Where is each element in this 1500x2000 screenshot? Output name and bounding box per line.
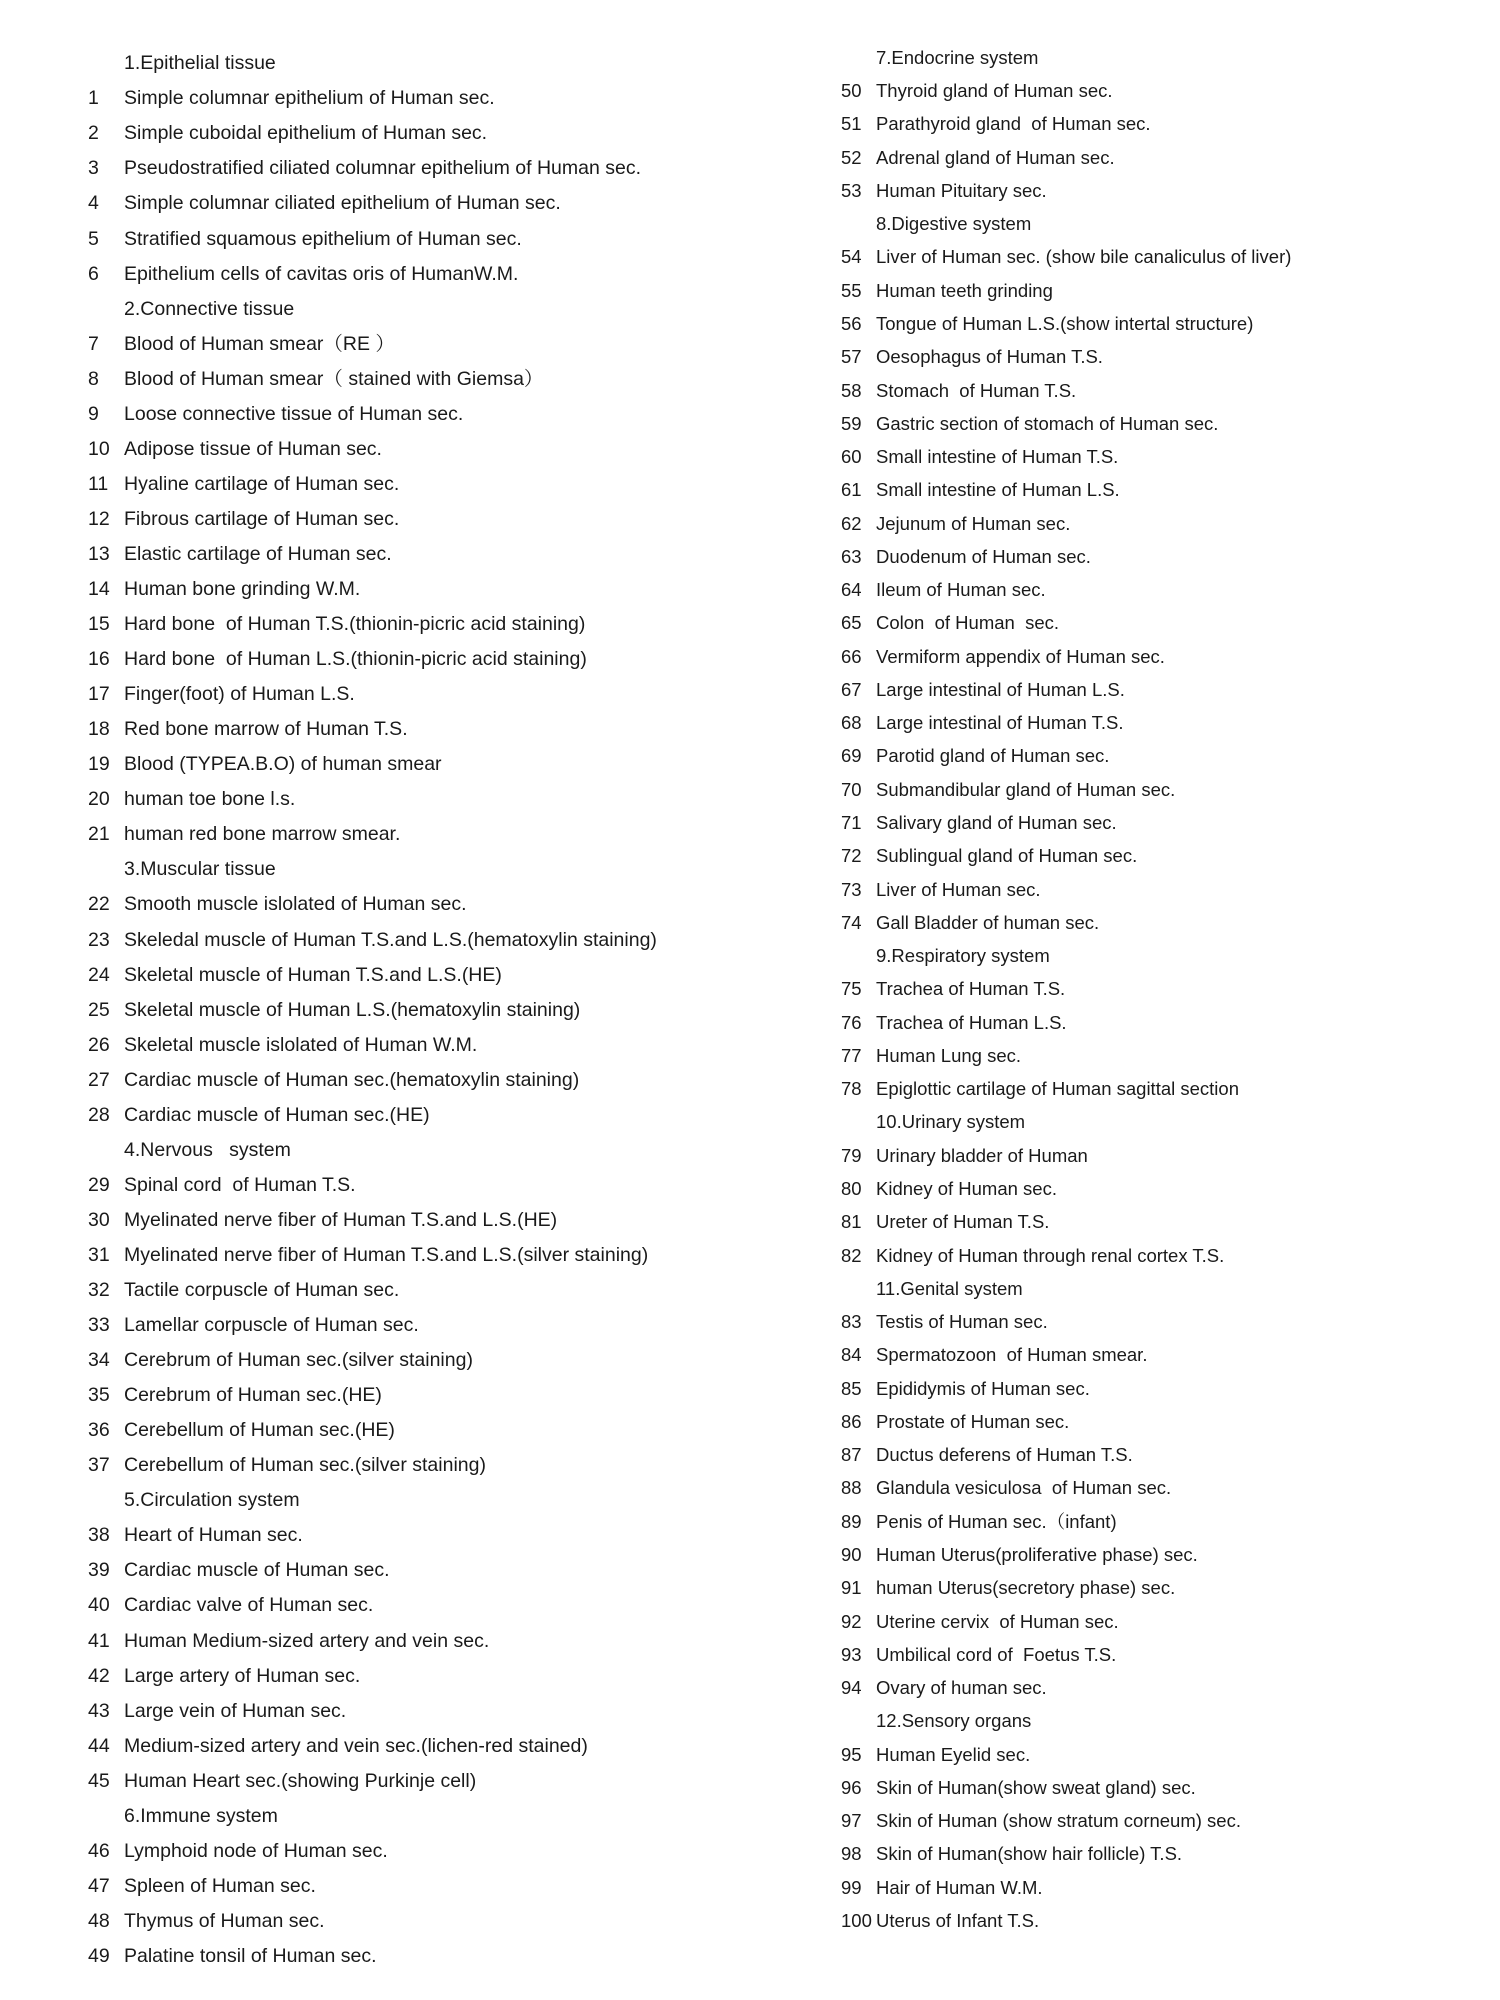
item-number: 38 [88,1524,110,1546]
section-heading: 4.Nervous system [124,1139,291,1161]
item-number: 17 [88,683,110,705]
list-item: Myelinated nerve fiber of Human T.S.and L.S.(HE) [124,1209,558,1231]
list-item: Submandibular gland of Human sec. [876,779,1176,800]
list-item: Duodenum of Human sec. [876,546,1091,567]
item-number: 91 [841,1577,862,1598]
list-item: Simple columnar ciliated epithelium of Human sec. [124,192,561,214]
item-number: 59 [841,413,862,434]
item-number: 18 [88,718,110,740]
item-number: 11 [88,473,109,495]
list-item: Liver of Human sec. (show bile canaliculus of liver) [876,246,1292,267]
item-number: 52 [841,147,862,168]
item-number: 12 [88,508,110,530]
item-number: 9 [88,403,99,425]
item-number: 55 [841,280,862,301]
list-item: Epididymis of Human sec. [876,1378,1090,1399]
list-item: Adipose tissue of Human sec. [124,438,382,460]
list-item: Human Medium-sized artery and vein sec. [124,1630,490,1652]
list-item: Elastic cartilage of Human sec. [124,543,392,565]
item-number: 72 [841,845,862,866]
item-number: 48 [88,1910,110,1932]
list-item: Liver of Human sec. [876,879,1041,900]
list-item: Fibrous cartilage of Human sec. [124,508,400,530]
item-number: 96 [841,1777,862,1798]
list-item: Gall Bladder of human sec. [876,912,1100,933]
list-item: Lamellar corpuscle of Human sec. [124,1314,419,1336]
list-item: Cerebellum of Human sec.(silver staining) [124,1454,486,1476]
list-item: Thymus of Human sec. [124,1910,325,1932]
list-item: human toe bone l.s. [124,788,296,810]
section-heading: 1.Epithelial tissue [124,52,276,74]
list-item: Skeletal muscle islolated of Human W.M. [124,1034,478,1056]
list-item: Cerebrum of Human sec.(silver staining) [124,1349,473,1371]
item-number: 43 [88,1700,110,1722]
list-item: Large vein of Human sec. [124,1700,347,1722]
item-number: 33 [88,1314,110,1336]
list-item: human red bone marrow smear. [124,823,401,845]
item-number: 73 [841,879,862,900]
list-item: Large intestinal of Human L.S. [876,679,1125,700]
item-number: 89 [841,1511,862,1532]
list-item: Spleen of Human sec. [124,1875,316,1897]
list-item: Cerebellum of Human sec.(HE) [124,1419,395,1441]
item-number: 2 [88,122,99,144]
list-item: Blood of Human smear（RE ） [124,333,395,355]
section-heading: 5.Circulation system [124,1489,300,1511]
section-heading: 10.Urinary system [876,1111,1026,1132]
item-number: 41 [88,1630,110,1652]
list-item: Hyaline cartilage of Human sec. [124,473,400,495]
item-number: 100 [841,1910,872,1931]
item-number: 14 [88,578,110,600]
item-number: 50 [841,80,862,101]
item-number: 69 [841,745,862,766]
section-heading: 7.Endocrine system [876,47,1039,68]
list-item: Skeledal muscle of Human T.S.and L.S.(hematoxylin staining) [124,929,657,951]
item-number: 56 [841,313,862,334]
list-item: Spermatozoon of Human smear. [876,1344,1148,1365]
list-item: Gastric section of stomach of Human sec. [876,413,1219,434]
list-item: Finger(foot) of Human L.S. [124,683,355,705]
list-item: Penis of Human sec.（infant) [876,1511,1117,1532]
item-number: 93 [841,1644,862,1665]
item-number: 97 [841,1810,862,1831]
list-item: Stratified squamous epithelium of Human sec. [124,228,522,250]
item-number: 15 [88,613,110,635]
list-item: Vermiform appendix of Human sec. [876,646,1165,667]
item-number: 19 [88,753,110,775]
section-heading: 9.Respiratory system [876,945,1050,966]
item-number: 66 [841,646,862,667]
item-number: 64 [841,579,862,600]
list-item: Epithelium cells of cavitas oris of HumanW.M. [124,263,519,285]
list-item: Human teeth grinding [876,280,1053,301]
item-number: 82 [841,1245,862,1266]
list-item: Skin of Human (show stratum corneum) sec. [876,1810,1241,1831]
item-number: 5 [88,228,99,250]
list-item: Testis of Human sec. [876,1311,1048,1332]
item-number: 71 [841,812,862,833]
list-item: Hard bone of Human T.S.(thionin-picric acid staining) [124,613,586,635]
item-number: 80 [841,1178,862,1199]
item-number: 28 [88,1104,110,1126]
list-item: Myelinated nerve fiber of Human T.S.and L.S.(silver staining) [124,1244,649,1266]
list-item: Urinary bladder of Human [876,1145,1088,1166]
list-item: Ductus deferens of Human T.S. [876,1444,1133,1465]
list-item: Human bone grinding W.M. [124,578,361,600]
item-number: 57 [841,346,862,367]
list-item: Cardiac valve of Human sec. [124,1594,374,1616]
item-number: 84 [841,1344,862,1365]
item-number: 4 [88,192,99,214]
list-item: Hard bone of Human L.S.(thionin-picric acid staining) [124,648,587,670]
list-item: Parathyroid gland of Human sec. [876,113,1151,134]
list-item: Blood (TYPEA.B.O) of human smear [124,753,442,775]
item-number: 79 [841,1145,862,1166]
item-number: 25 [88,999,110,1021]
list-item: Skeletal muscle of Human T.S.and L.S.(HE) [124,964,502,986]
item-number: 29 [88,1174,110,1196]
item-number: 37 [88,1454,110,1476]
list-item: Trachea of Human L.S. [876,1012,1067,1033]
item-number: 16 [88,648,110,670]
item-number: 44 [88,1735,110,1757]
item-number: 3 [88,157,99,179]
item-number: 47 [88,1875,110,1897]
item-number: 35 [88,1384,110,1406]
section-heading: 2.Connective tissue [124,298,295,320]
list-item: Jejunum of Human sec. [876,513,1071,534]
section-heading: 3.Muscular tissue [124,858,276,880]
list-item: Large artery of Human sec. [124,1665,361,1687]
item-number: 86 [841,1411,862,1432]
list-item: Salivary gland of Human sec. [876,812,1117,833]
list-item: Ureter of Human T.S. [876,1211,1050,1232]
item-number: 77 [841,1045,862,1066]
list-item: Heart of Human sec. [124,1524,303,1546]
item-number: 49 [88,1945,110,1967]
list-item: Epiglottic cartilage of Human sagittal section [876,1078,1239,1099]
item-number: 26 [88,1034,110,1056]
item-number: 7 [88,333,99,355]
item-number: 45 [88,1770,110,1792]
section-heading: 6.Immune system [124,1805,278,1827]
list-item: Cardiac muscle of Human sec.(HE) [124,1104,430,1126]
item-number: 20 [88,788,110,810]
list-item: Loose connective tissue of Human sec. [124,403,464,425]
item-number: 39 [88,1559,110,1581]
list-item: Sublingual gland of Human sec. [876,845,1138,866]
list-item: Human Lung sec. [876,1045,1022,1066]
list-item: Cardiac muscle of Human sec.(hematoxylin staining) [124,1069,580,1091]
item-number: 13 [88,543,110,565]
item-number: 8 [88,368,99,390]
list-item: Skeletal muscle of Human L.S.(hematoxylin staining) [124,999,581,1021]
item-number: 1 [88,87,99,109]
list-item: Spinal cord of Human T.S. [124,1174,356,1196]
list-item: Cardiac muscle of Human sec. [124,1559,390,1581]
list-item: Hair of Human W.M. [876,1877,1043,1898]
list-item: Glandula vesiculosa of Human sec. [876,1477,1172,1498]
list-item: Kidney of Human through renal cortex T.S. [876,1245,1225,1266]
item-number: 23 [88,929,110,951]
item-number: 98 [841,1843,862,1864]
item-number: 24 [88,964,110,986]
list-item: Pseudostratified ciliated columnar epithelium of Human sec. [124,157,642,179]
list-item: Human Pituitary sec. [876,180,1047,201]
list-item: Tongue of Human L.S.(show intertal structure) [876,313,1254,334]
item-number: 88 [841,1477,862,1498]
item-number: 10 [88,438,110,460]
item-number: 40 [88,1594,110,1616]
item-number: 95 [841,1744,862,1765]
item-number: 83 [841,1311,862,1332]
list-item: Ovary of human sec. [876,1677,1047,1698]
list-item: Colon of Human sec. [876,612,1060,633]
list-item: Kidney of Human sec. [876,1178,1057,1199]
list-item: Red bone marrow of Human T.S. [124,718,408,740]
item-number: 75 [841,978,862,999]
item-number: 31 [88,1244,110,1266]
list-item: Simple columnar epithelium of Human sec. [124,87,495,109]
list-item: Simple cuboidal epithelium of Human sec. [124,122,488,144]
list-item: Parotid gland of Human sec. [876,745,1110,766]
item-number: 99 [841,1877,862,1898]
item-number: 36 [88,1419,110,1441]
item-number: 70 [841,779,862,800]
list-item: Umbilical cord of Foetus T.S. [876,1644,1117,1665]
list-item: Medium-sized artery and vein sec.(lichen-red stained) [124,1735,588,1757]
list-item: Large intestinal of Human T.S. [876,712,1124,733]
item-number: 54 [841,246,862,267]
item-number: 68 [841,712,862,733]
section-heading: 12.Sensory organs [876,1710,1032,1731]
item-number: 78 [841,1078,862,1099]
list-item: Blood of Human smear（ stained with Giemsa） [124,368,544,390]
list-item: Human Eyelid sec. [876,1744,1031,1765]
item-number: 90 [841,1544,862,1565]
item-number: 53 [841,180,862,201]
list-item: Adrenal gland of Human sec. [876,147,1115,168]
section-heading: 8.Digestive system [876,213,1032,234]
list-item: Tactile corpuscle of Human sec. [124,1279,400,1301]
list-item: Oesophagus of Human T.S. [876,346,1103,367]
item-number: 32 [88,1279,110,1301]
list-item: Smooth muscle islolated of Human sec. [124,893,467,915]
list-item: Human Heart sec.(showing Purkinje cell) [124,1770,477,1792]
list-item: Lymphoid node of Human sec. [124,1840,388,1862]
list-item: Thyroid gland of Human sec. [876,80,1113,101]
item-number: 94 [841,1677,862,1698]
list-item: Skin of Human(show hair follicle) T.S. [876,1843,1183,1864]
item-number: 81 [841,1211,862,1232]
list-item: Trachea of Human T.S. [876,978,1066,999]
item-number: 21 [88,823,110,845]
item-number: 62 [841,513,862,534]
item-number: 27 [88,1069,110,1091]
item-number: 85 [841,1378,862,1399]
item-number: 30 [88,1209,110,1231]
list-item: human Uterus(secretory phase) sec. [876,1577,1176,1598]
item-number: 63 [841,546,862,567]
item-number: 22 [88,893,110,915]
item-number: 92 [841,1611,862,1632]
list-item: Ileum of Human sec. [876,579,1046,600]
list-item: Stomach of Human T.S. [876,380,1077,401]
item-number: 61 [841,479,862,500]
list-item: Small intestine of Human L.S. [876,479,1120,500]
item-number: 74 [841,912,862,933]
item-number: 34 [88,1349,110,1371]
item-number: 67 [841,679,862,700]
item-number: 60 [841,446,862,467]
item-number: 58 [841,380,862,401]
item-number: 76 [841,1012,862,1033]
item-number: 42 [88,1665,110,1687]
list-item: Small intestine of Human T.S. [876,446,1119,467]
list-item: Uterine cervix of Human sec. [876,1611,1119,1632]
item-number: 87 [841,1444,862,1465]
list-item: Human Uterus(proliferative phase) sec. [876,1544,1198,1565]
list-item: Prostate of Human sec. [876,1411,1070,1432]
item-number: 6 [88,263,99,285]
item-number: 46 [88,1840,110,1862]
item-number: 65 [841,612,862,633]
list-item: Cerebrum of Human sec.(HE) [124,1384,382,1406]
list-item: Palatine tonsil of Human sec. [124,1945,377,1967]
item-number: 51 [841,113,862,134]
list-item: Skin of Human(show sweat gland) sec. [876,1777,1196,1798]
list-item: Uterus of Infant T.S. [876,1910,1040,1931]
section-heading: 11.Genital system [876,1278,1023,1299]
